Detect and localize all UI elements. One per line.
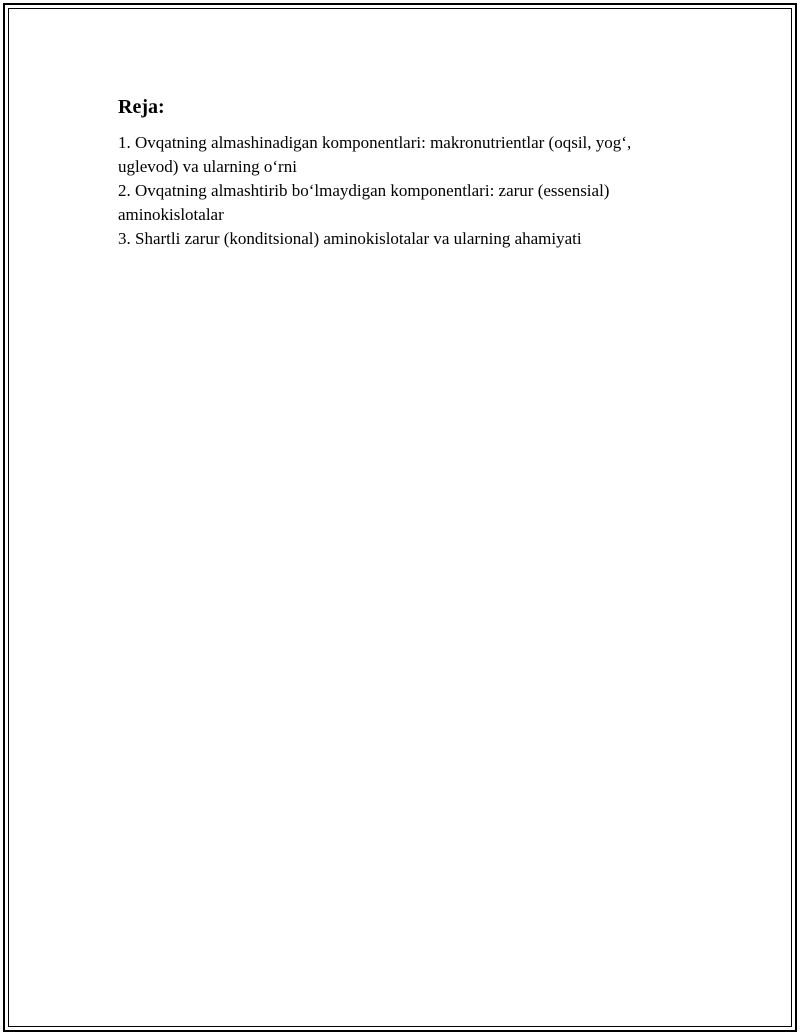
- plan-item-1: 1. Ovqatning almashinadigan komponentlari: makronutrientlar (oqsil, yog‘, uglevod) va ularning o‘rni: [118, 133, 632, 176]
- plan-item-2: 2. Ovqatning almashtirib bo‘lmaydigan komponentlari: zarur (essensial) aminokislotalar: [118, 181, 610, 224]
- plan-list: [118, 131, 688, 251]
- plan-item-3: 3. Shartli zarur (konditsional) aminokislotalar va ularning ahamiyati: [118, 229, 582, 248]
- document-body: [118, 95, 688, 251]
- plan-heading: Reja:: [118, 96, 165, 118]
